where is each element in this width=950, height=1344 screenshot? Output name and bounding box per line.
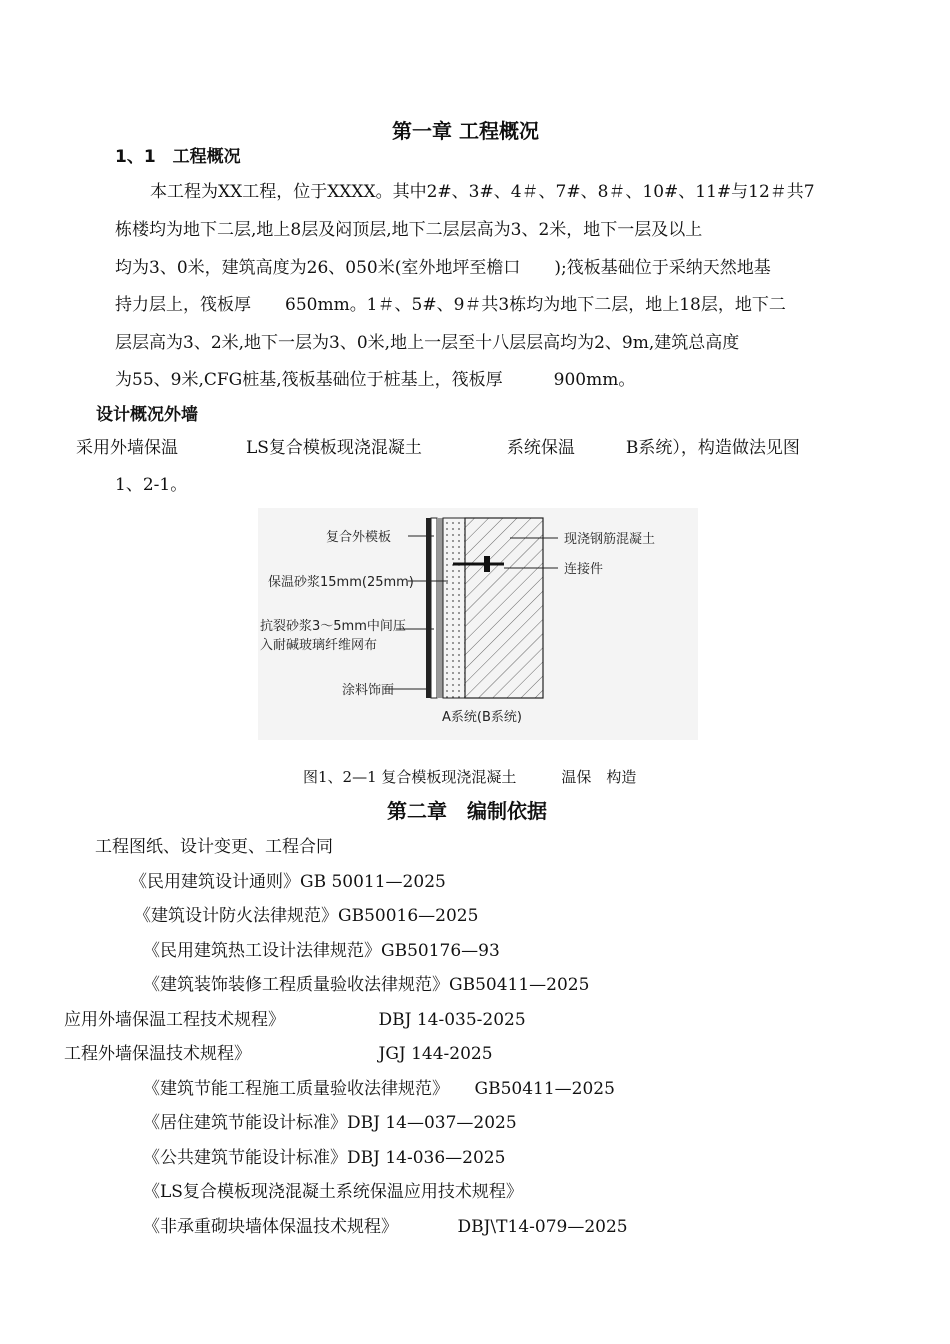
para2-line: 采用外墙保温 LS复合模板现浇混凝土 系统保温 B系统），构造做法见图 [76, 438, 800, 458]
subsection-heading: 设计概况外墙 [96, 405, 198, 425]
basis-line: 应用外墙保温工程技术规程》 DBJ 14-035-2025 [64, 1010, 526, 1030]
section-heading: 1、1 工程概况 [115, 147, 241, 167]
basis-line: 工程外墙保温技术规程》 JGJ 144-2025 [64, 1044, 493, 1064]
label-insulation-mortar: 保温砂浆15mm(25mm) [268, 575, 414, 590]
basis-line: 《民用建筑热工设计法律规范》GB50176—93 [143, 941, 500, 961]
para1-line: 栋楼均为地下二层,地上8层及闷顶层,地下二层层高为3、2米，地下一层及以上 [115, 220, 703, 240]
basis-line: 《建筑设计防火法律规范》GB50016—2025 [134, 906, 479, 926]
figure-caption: 图1、2—1 复合模板现浇混凝土 温保 构造 [303, 768, 637, 786]
basis-line: 工程图纸、设计变更、工程合同 [95, 837, 333, 857]
basis-line: 《民用建筑设计通则》GB 50011—2025 [130, 872, 446, 892]
concrete-wall [465, 518, 543, 698]
label-anti-crack-mortar: 抗裂砂浆3～5mm中间压 [260, 619, 406, 634]
wall-section-diagram [258, 508, 698, 740]
label-composite-formwork: 复合外模板 [326, 530, 392, 545]
para1-line: 均为3、0米，建筑高度为26、050米(室外地坪至檐口 );筏板基础位于采纳天然地基 [115, 258, 771, 278]
para1-line: 本工程为XX工程，位于XXXX。其中2#、3#、4＃、7#、8＃、10#、11#与12＃共7 [150, 182, 815, 202]
para1-line: 层层高为3、2米,地下一层为3、0米,地上一层至十八层层高均为2、9m,建筑总高度 [115, 333, 740, 353]
label-system: A系统(B系统) [442, 710, 522, 725]
insulation-mortar-layer [443, 518, 465, 698]
basis-line: 《公共建筑节能设计标准》DBJ 14-036—2025 [143, 1148, 506, 1168]
wall-construction-figure [258, 508, 698, 740]
basis-line: 《非承重砌块墙体保温技术规程》 DBJ\T14-079—2025 [143, 1217, 628, 1237]
anti-crack-mortar-layer [431, 518, 437, 698]
basis-line: 《建筑节能工程施工质量验收法律规范》 GB50411—2025 [143, 1079, 615, 1099]
basis-line: 《LS复合模板现浇混凝土系统保温应用技术规程》 [143, 1182, 523, 1202]
connector-head [484, 556, 490, 572]
para2-line: 1、2-1。 [115, 475, 188, 495]
para1-line: 为55、9米,CFG桩基,筏板基础位于桩基上，筏板厚 900mm。 [115, 370, 636, 390]
chapter1-title: 第一章 工程概况 [392, 119, 539, 143]
chapter2-title: 第二章 编制依据 [387, 799, 547, 823]
label-connector: 连接件 [564, 562, 604, 577]
basis-line: 《居住建筑节能设计标准》DBJ 14—037—2025 [143, 1113, 517, 1133]
coating-layer [426, 518, 431, 698]
label-concrete: 现浇钢筋混凝土 [564, 532, 656, 547]
basis-line: 《建筑装饰装修工程质量验收法律规范》GB50411—2025 [143, 975, 590, 995]
formwork-layer [437, 518, 443, 698]
label-mesh: 入耐碱玻璃纤维网布 [260, 638, 378, 653]
para1-line: 持力层上，筏板厚 650mm。1＃、5#、9＃共3栋均为地下二层，地上18层，地下二 [115, 295, 786, 315]
label-coating: 涂料饰面 [342, 683, 395, 698]
